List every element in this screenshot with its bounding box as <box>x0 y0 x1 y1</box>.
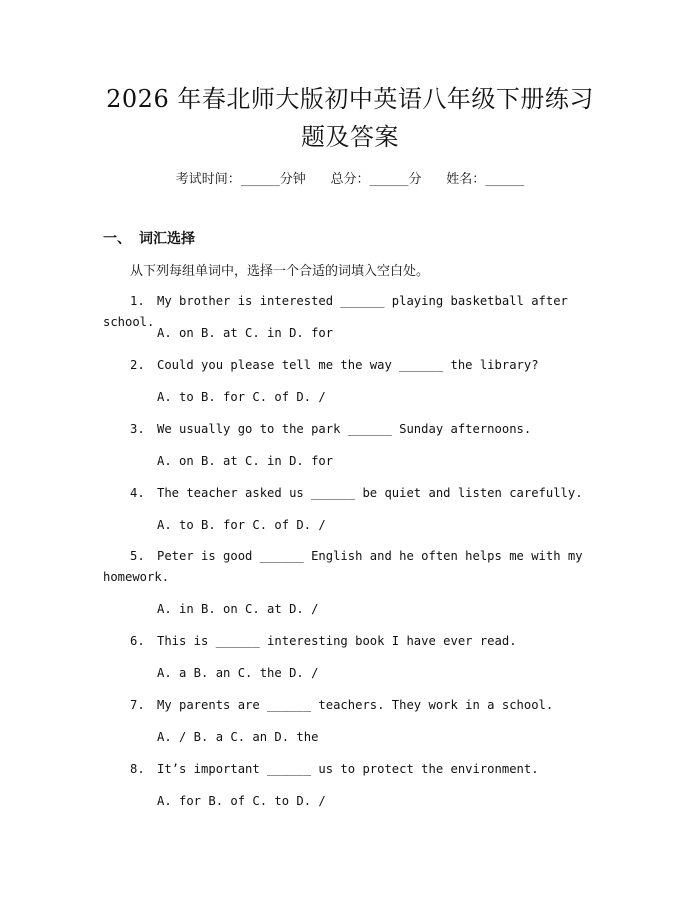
question <box>103 631 603 652</box>
question-options: A. on B. at C. in D. for <box>157 454 334 468</box>
exam-info: 考试时间：______分钟 总分：______分 姓名：______ <box>175 172 525 187</box>
question-options: A. on B. at C. in D. for <box>157 326 334 340</box>
question-options: A. for B. of C. to D. / <box>157 794 326 808</box>
question-text: My brother is interested ______ playing basketball after school. <box>103 294 568 329</box>
section-title: 词汇选择 <box>139 231 195 247</box>
question-text: Peter is good ______ English and he often helps me with my homework. <box>103 549 583 584</box>
question-text: It’s important ______ us to protect the environment. <box>157 762 539 776</box>
question <box>103 546 603 588</box>
title-line-2: 题及答案 <box>301 123 399 151</box>
question-number: 6. <box>130 634 145 648</box>
question <box>103 419 603 440</box>
instruction-text: 从下列每组单词中，选择一个合适的词填入空白处。 <box>130 264 430 279</box>
document-title <box>60 80 640 156</box>
question-number: 8. <box>130 762 145 776</box>
question-options: A. a B. an C. the D. / <box>157 666 319 680</box>
question-text: This is ______ interesting book I have ever read. <box>157 634 517 648</box>
question <box>103 695 603 716</box>
question-number: 3. <box>130 422 145 436</box>
question-text: My parents are ______ teachers. They work in a school. <box>157 698 554 712</box>
question-number: 2. <box>130 358 145 372</box>
question-text: Could you please tell me the way ______ the library? <box>157 358 539 372</box>
question-number: 1. <box>130 294 145 308</box>
question <box>103 759 603 780</box>
question-number: 4. <box>130 486 145 500</box>
question <box>103 483 603 504</box>
question-text: The teacher asked us ______ be quiet and listen carefully. <box>157 486 583 500</box>
question-number: 7. <box>130 698 145 712</box>
question-options: A. / B. a C. an D. the <box>157 730 319 744</box>
title-line-1: 2026 年春北师大版初中英语八年级下册练习 <box>106 85 594 113</box>
question-options: A. to B. for C. of D. / <box>157 390 326 404</box>
section-heading <box>103 228 195 248</box>
question-text: We usually go to the park ______ Sunday afternoons. <box>157 422 532 436</box>
question-number: 5. <box>130 549 145 563</box>
section-number: 一、 <box>103 231 131 247</box>
question-options: A. to B. for C. of D. / <box>157 518 326 532</box>
question <box>103 355 603 376</box>
question-options: A. in B. on C. at D. / <box>157 602 319 616</box>
